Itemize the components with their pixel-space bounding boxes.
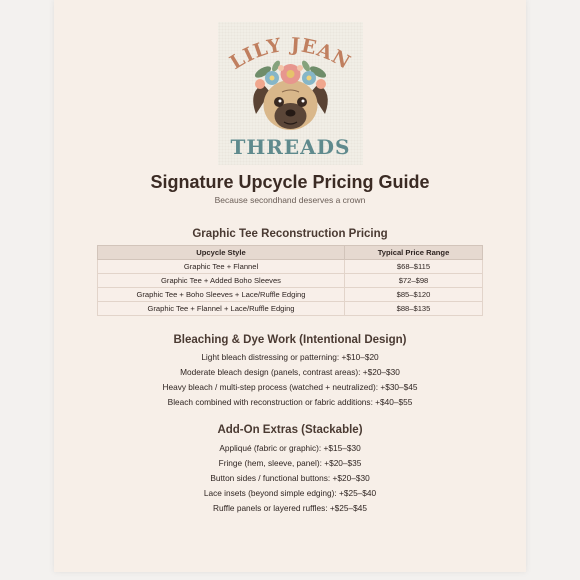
table-header-row — [98, 246, 483, 260]
addons-list — [0, 441, 580, 516]
cell-style: Graphic Tee + Boho Sleeves + Lace/Ruffle Edging — [98, 288, 345, 302]
page-subtitle: Because secondhand deserves a crown — [214, 195, 366, 205]
page-title: Signature Upcycle Pricing Guide — [150, 172, 430, 192]
list-item: Ruffle panels or layered ruffles: +$25–$45 — [213, 503, 367, 513]
column-header-style: Upcycle Style — [98, 246, 345, 260]
cell-price: $85–$120 — [345, 288, 483, 302]
table-row — [98, 260, 483, 274]
bleaching-list — [0, 350, 580, 410]
cell-style: Graphic Tee + Flannel — [98, 260, 345, 274]
cell-price: $68–$115 — [345, 260, 483, 274]
addons-heading: Add-On Extras (Stackable) — [217, 424, 363, 436]
logo-bottom-text: THREADS — [230, 135, 351, 159]
list-item: Button sides / functional buttons: +$20–$30 — [210, 473, 370, 483]
column-header-price: Typical Price Range — [345, 246, 483, 260]
bleaching-heading: Bleaching & Dye Work (Intentional Design) — [173, 334, 407, 346]
brand-logo — [218, 22, 363, 165]
list-item: Moderate bleach design (panels, contrast areas): +$20–$30 — [180, 367, 400, 377]
cell-style: Graphic Tee + Added Boho Sleeves — [98, 274, 345, 288]
list-item: Lace insets (beyond simple edging): +$25–$40 — [203, 488, 377, 498]
cell-style: Graphic Tee + Flannel + Lace/Ruffle Edging — [98, 302, 345, 316]
list-item: Fringe (hem, sleeve, panel): +$20–$35 — [218, 458, 362, 468]
logo-top-text: LILY JEAN — [226, 33, 355, 74]
table-row — [98, 302, 483, 316]
table-row — [98, 288, 483, 302]
list-item: Light bleach distressing or patterning: +$10–$20 — [201, 352, 379, 362]
list-item: Bleach combined with reconstruction or fabric additions: +$40–$55 — [167, 397, 413, 407]
cell-price: $88–$135 — [345, 302, 483, 316]
table-row — [98, 274, 483, 288]
list-item: Appliqué (fabric or graphic): +$15–$30 — [219, 443, 361, 453]
graphic-tee-heading: Graphic Tee Reconstruction Pricing — [192, 228, 388, 240]
cell-price: $72–$98 — [345, 274, 483, 288]
graphic-tee-pricing-table — [97, 245, 483, 316]
list-item: Heavy bleach / multi-step process (watched + neutralized): +$30–$45 — [162, 382, 418, 392]
pug-with-flower-crown-icon — [218, 22, 363, 165]
